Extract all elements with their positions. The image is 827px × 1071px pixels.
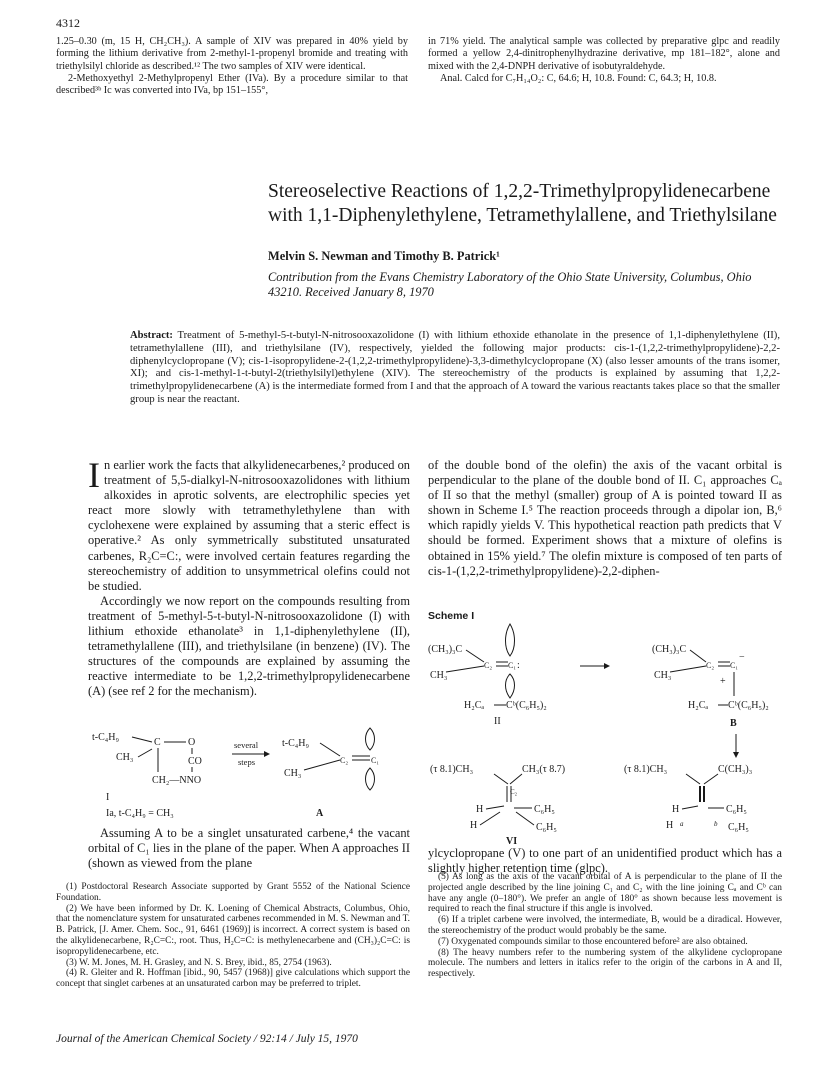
scheme-h2ca: H₂Cₐ: [464, 700, 485, 711]
scheme-b-minus: −: [739, 652, 745, 663]
scheme-label: Scheme I: [428, 610, 475, 622]
scheme-b-plus: +: [720, 676, 726, 687]
scheme-vi-tau81: (τ 8.1)CH₃: [430, 764, 474, 775]
eq-co: CO: [188, 756, 202, 767]
eq-c2: C₂: [340, 756, 349, 765]
footnote-8: (8) The heavy numbers refer to the numbering system of the alkylidene cyclopropane molecule. The numbers and letters in italics refer to the origin of the carbons in A and II, respectively.: [428, 947, 782, 980]
eq-ch2nno: CH₂—NNO: [152, 775, 202, 786]
scheme-tbu: (CH₃)₃C: [428, 644, 463, 655]
scheme-v-h2: H: [666, 820, 674, 831]
scheme-vi-ph1: C₆H₅: [534, 804, 555, 815]
top-right-p2: Anal. Calcd for C₇H₁₄O₂: C, 64.6; H, 10.8. Found: C, 64.3; H, 10.8.: [440, 72, 717, 84]
left-p1: [88, 455, 410, 594]
right-column: [428, 458, 782, 579]
right-p2: ylcyclopropane (V) to one part of an unidentified product which has a slightly higher retention time (glpc).: [428, 846, 782, 876]
eq-tbu-a: t-C₄H₉: [282, 738, 309, 749]
footnote-2: (2) We have been informed by Dr. K. Loening of Chemical Abstracts, Columbus, Ohio, that the nomenclature system for unsaturated carbenes recommended in M. S. Newman and T. B. Patrick, [J. Amer. Chem. Soc., 91, 6461 (1969)] is incorrect. A correct system is based on the alkylidenecarbene, R₂C=C:, root. Thus, H₂C=C: is methylenecarbene and (CH₃)₂C=C: is isopropylidenecarbene, etc.: [56, 903, 410, 957]
orbital-upper-icon: [506, 624, 515, 656]
scheme-b-c1: C₁: [730, 661, 739, 670]
scheme-v-tau81: (τ 8.1)CH₃: [624, 764, 668, 775]
scheme-v-b: b: [714, 820, 718, 828]
right-p1: of the double bond of the olefin) the axis of the vacant orbital is perpendicular to the plane of the double bond of II. C₁ approaches Cₐ of II so that the methyl (smaller) group of A is pointed toward II as shown in Scheme I.⁵ The reaction proceeds through a dipolar ion, B,⁶ which rapidly yields V. This hypothetical reaction path predicts that V should be formed. Experiment shows that a mixture of olefins is obtained in 15% yield.⁷ The olefin mixture is composed of ten parts of cis-1-(1,2,2-trimethylpropylidene)-2,2-diphen-: [428, 458, 782, 578]
left-column: [88, 455, 410, 700]
scheme-label-vi: VI: [506, 836, 518, 847]
scheme-v-a: a: [680, 820, 684, 828]
article-title: Stereoselective Reactions of 1,2,2-Trimethylpropylidenecarbene with 1,1-Diphenylethylene, Tetramethylallene, and Triethylsilane: [268, 181, 777, 226]
scheme-colon: :: [517, 660, 520, 671]
orbital-bottom-icon: [366, 768, 375, 790]
scheme-vi-h1: H: [476, 804, 484, 815]
footnote-6: (6) If a triplet carbene were involved, the intermediate, B, would be a diradical. However, the stereochemistry of the product would probably be the same.: [428, 915, 782, 936]
scheme-vi-c2: C₂: [510, 788, 518, 796]
eq-label-ia: Ia, t-C₄H₉ = CH₃: [106, 808, 174, 819]
scheme-vi-tau87: CH₃(τ 8.7): [522, 764, 566, 775]
top-left-p1: 1.25–0.30 (m, 15 H, CH₂CH₃). A sample of XIV was prepared in 40% yield by forming the lithium derivative from 2-methyl-1-propenyl bromide and treating with triethylsilyl chloride as described.¹² The two samples of XIV were identical.: [56, 36, 408, 72]
drop-cap: I: [88, 455, 100, 495]
eq-c: C: [154, 737, 161, 748]
scheme-cbph2: Cᵇ(C₆H₅)₂: [506, 700, 547, 711]
scheme-v-h1: H: [672, 804, 680, 815]
abstract: [130, 330, 780, 407]
scheme-b-h2ca: H₂Cₐ: [688, 700, 709, 711]
top-right-p1: in 71% yield. The analytical sample was collected by preparative glpc and readily formed a yellow 2,4-dinitrophenylhydrazine derivative, mp 181–182°, alone and mixed with the 2,4-DNPH derivative of isobutyraldehyde.: [428, 36, 780, 72]
scheme-label-b: B: [730, 718, 737, 729]
top-left-text: [56, 36, 408, 97]
eq-ch3: CH₃: [116, 752, 134, 763]
affiliation: Contribution from the Evans Chemistry Laboratory of the Ohio State University, Columbus, Ohio 43210. Received January 8, 1970: [268, 270, 752, 299]
scheme-vi-ph2: C₆H₅: [536, 822, 557, 833]
eq-o: O: [188, 737, 196, 748]
footnotes-right: [428, 872, 782, 980]
left-p3: Assuming A to be a singlet unsaturated carbene,⁴ the vacant orbital of C₁ lies in the plane of the paper. When A approaches II (shown as viewed from the plane: [88, 826, 410, 871]
orbital-lower-icon: [506, 674, 515, 698]
footnote-4: (4) R. Gleiter and R. Hoffman [ibid., 90, 5457 (1968)] give calculations which support the concept that singlet carbenes at an unsaturated carbon may be preferred to triplet.: [56, 968, 410, 990]
eq-label-a: A: [316, 808, 324, 819]
footnote-7: (7) Oxygenated compounds similar to those encountered before² are also obtained.: [438, 936, 748, 947]
footnotes-left: [56, 882, 410, 990]
scheme-i: [424, 622, 786, 847]
footnote-5: (5) As long as the axis of the vacant orbital of A is perpendicular to the plane of II the projected angle described by the line joining C₁ and C₂ with the line joining Cₐ and Cᵇ can have any angle (0–180°). We prefer an angle of 180° as shown because less movement is required to reach the final structure if this angle is involved.: [428, 872, 782, 915]
footnote-1: (1) Postdoctoral Research Associate supported by Grant 5552 of the National Science Foundation.: [56, 882, 410, 903]
authors: Melvin S. Newman and Timothy B. Patrick¹: [268, 249, 500, 263]
scheme-b-ch3: CH₃: [654, 670, 672, 681]
orbital-top-icon: [366, 728, 375, 750]
equation-i-to-a: [88, 728, 410, 826]
scheme-b-cbph2: Cᵇ(C₆H₅)₂: [728, 700, 769, 711]
eq-several: several: [234, 740, 259, 750]
scheme-c1: C₁: [508, 661, 517, 670]
scheme-v-ph2: C₆H₅: [728, 822, 749, 833]
left-column-cont: [88, 826, 410, 871]
scheme-b-c2: C₂: [706, 661, 715, 670]
journal-footer: Journal of the American Chemical Society / 92:14 / July 15, 1970: [56, 1033, 358, 1045]
abstract-label: Abstract:: [130, 330, 173, 341]
scheme-c2: C₂: [484, 661, 493, 670]
left-p2: Accordingly we now report on the compounds resulting from treatment of 5-methyl-5-t-butyl-N-nitrosooxazolidone (I) with lithium ethoxide ethanolate³ in 1,1-diphenylethylene (II), tetramethylallene (III), and triethylsilane (in benzene) (IV). The structures of the compounds are explained by assuming the reactive intermediate to be 1,2,2-trimethylpropylidenecarbene (A) (see ref 2 for the mechanism).: [88, 593, 410, 699]
eq-steps: steps: [238, 757, 255, 767]
scheme-v-cch3: C(CH₃)₃: [718, 764, 753, 775]
eq-tbu: t-C₄H₉: [92, 732, 119, 743]
eq-label-i: I: [106, 792, 110, 803]
abstract-text: Treatment of 5-methyl-5-t-butyl-N-nitrosooxazolidone (I) with lithium ethoxide ethanolate in the presence of 1,1-diphenylethylene (II), tetramethylallene (III), and triethylsilane (IV), respectively, yielded the following major products: cis-1-(1,2,2-trimethylpropylidene)-2,2-diphenylcyclopropane (V); cis-1-isopropylidene-2-(1,2,2-trimethylpropylidene)-3,3-dimethylcyclopropane (X) (also lesser amounts of the trans isomer, XI); and cis-1-methyl-1-t-butyl-2(triethylsilyl)ethylene (XIV). The stereochemistry of the products is explained by assuming that 1,2,2-trimethylpropylidenecarbene (A) is the intermediate formed from I and that the approach of A toward the various reactants takes place so that the smaller group is near the reactant.: [130, 330, 780, 405]
eq-ch3-a: CH₃: [284, 768, 302, 779]
eq-c1: C₁: [371, 756, 380, 765]
left-p1-text: n earlier work the facts that alkylidenecarbenes,² produced on treatment of 5,5-dialkyl-N-nitrosooxazolidones with lithium alkoxides in aprotic solvents, are electrophilic species yet react more slowly with tetramethylethylene than with cyclohexene were explained by assuming that a steric effect is operative.² As only symmetrically substituted unsaturated carbenes, R₂C=C:, were involved certain features regarding the stereochemistry of addition to unsymmetrical olefins could not be studied.: [88, 458, 410, 593]
scheme-ii: II: [494, 716, 501, 727]
scheme-vi-h2: H: [470, 820, 478, 831]
scheme-ch3: CH₃: [430, 670, 448, 681]
scheme-b-tbu: (CH₃)₃C: [652, 644, 687, 655]
top-left-p2: 2-Methoxyethyl 2-Methylpropenyl Ether (IVa). By a procedure similar to that described³ᵇ Ic was converted into IVa, bp 151–155°,: [56, 72, 408, 97]
scheme-v-ph1: C₆H₅: [726, 804, 747, 815]
page-number: 4312: [56, 16, 80, 30]
top-right-text: [428, 36, 780, 85]
footnote-3: (3) W. M. Jones, M. H. Grasley, and N. S. Brey, ibid., 85, 2754 (1963).: [66, 957, 332, 968]
